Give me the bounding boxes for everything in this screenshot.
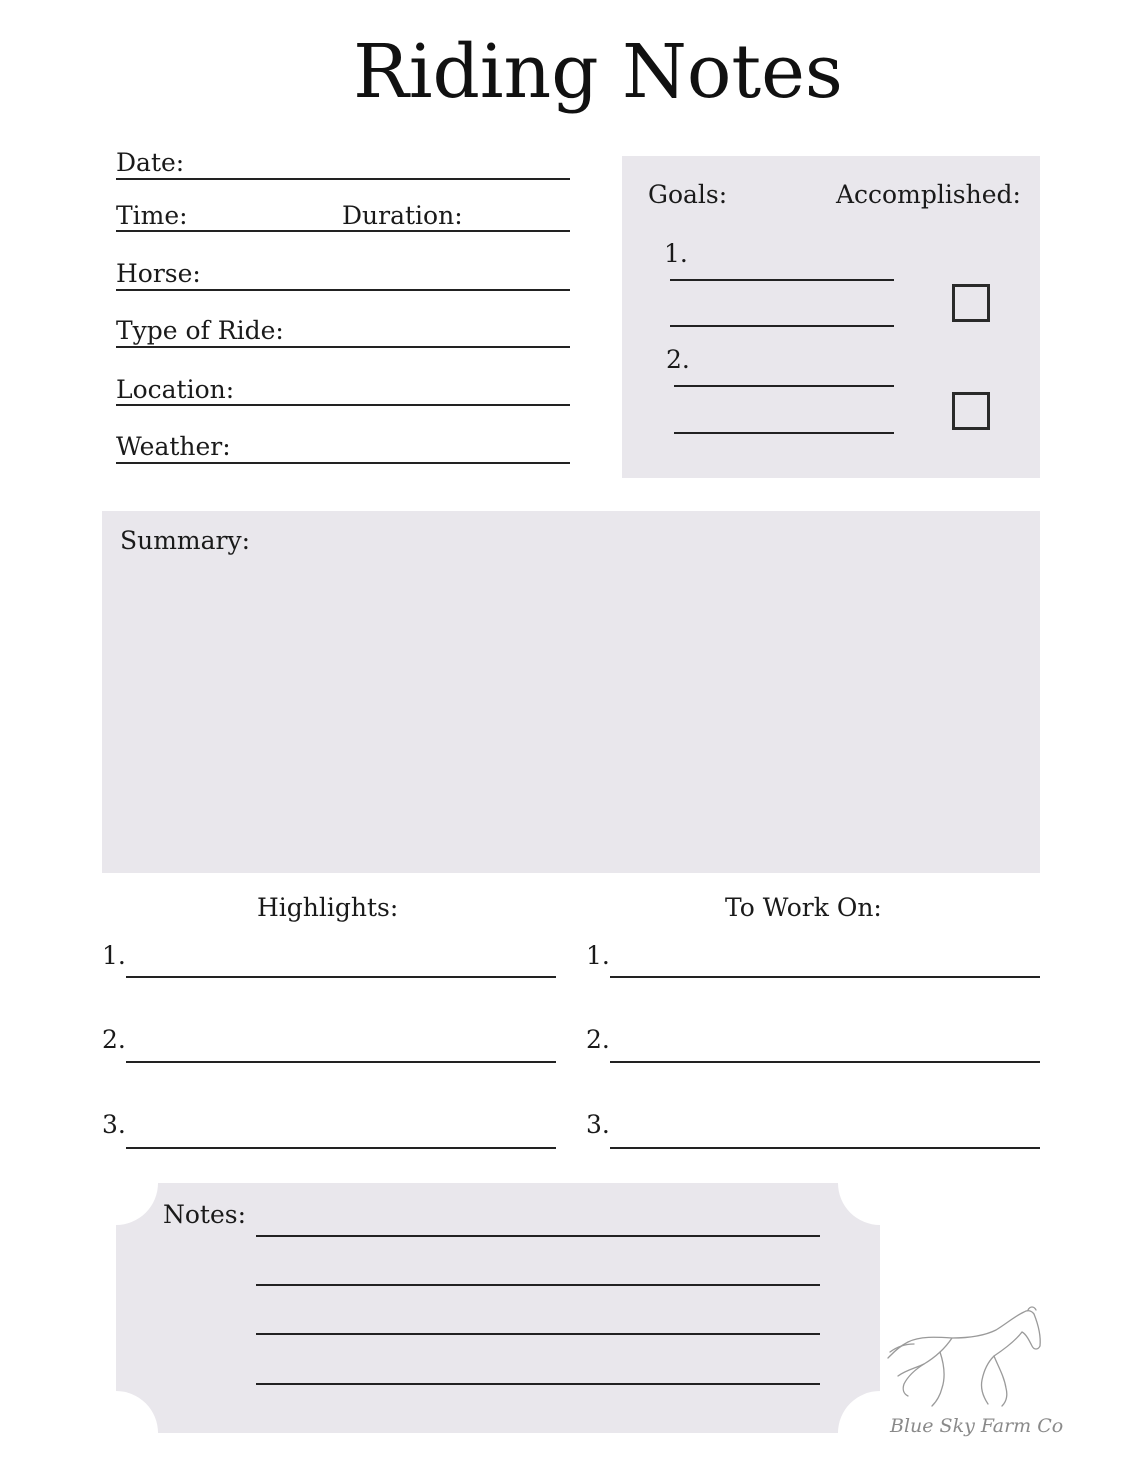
notes-line-2[interactable] xyxy=(256,1284,820,1286)
horse-logo-icon xyxy=(884,1306,1044,1412)
summary-label: Summary: xyxy=(120,526,251,555)
highlight-1-number: 1. xyxy=(102,941,126,970)
type-of-ride-label: Type of Ride: xyxy=(116,316,284,345)
accomplished-heading: Accomplished: xyxy=(836,180,1021,209)
page-title: Riding Notes xyxy=(353,29,843,115)
highlight-2-line[interactable] xyxy=(126,1061,556,1063)
work-2-line[interactable] xyxy=(610,1061,1040,1063)
goal-2-line-2[interactable] xyxy=(674,432,894,434)
date-field[interactable] xyxy=(116,178,570,180)
summary-panel[interactable] xyxy=(102,511,1040,873)
type-of-ride-field[interactable] xyxy=(116,346,570,348)
goals-heading: Goals: xyxy=(648,180,728,209)
weather-field[interactable] xyxy=(116,462,570,464)
goal-1-line-2[interactable] xyxy=(670,325,894,327)
work-1-line[interactable] xyxy=(610,976,1040,978)
notes-label: Notes: xyxy=(163,1200,247,1229)
notes-line-4[interactable] xyxy=(256,1383,820,1385)
highlight-3-line[interactable] xyxy=(126,1147,556,1149)
horse-field[interactable] xyxy=(116,289,570,291)
work-3-number: 3. xyxy=(586,1110,610,1139)
location-field[interactable] xyxy=(116,404,570,406)
notes-line-3[interactable] xyxy=(256,1333,820,1335)
goal-2-checkbox[interactable] xyxy=(952,392,990,430)
highlight-2-number: 2. xyxy=(102,1025,126,1054)
goal-1-line-1[interactable] xyxy=(670,279,894,281)
notes-line-1[interactable] xyxy=(256,1235,820,1237)
location-label: Location: xyxy=(116,375,235,404)
work-3-line[interactable] xyxy=(610,1147,1040,1149)
time-label: Time: xyxy=(116,201,188,230)
goal-2-number: 2. xyxy=(666,345,690,374)
highlights-heading: Highlights: xyxy=(257,893,399,922)
horse-label: Horse: xyxy=(116,259,201,288)
weather-label: Weather: xyxy=(116,432,231,461)
highlight-3-number: 3. xyxy=(102,1110,126,1139)
brand-logo-text: Blue Sky Farm Co xyxy=(890,1415,1064,1437)
work-1-number: 1. xyxy=(586,941,610,970)
date-label: Date: xyxy=(116,148,185,177)
highlight-1-line[interactable] xyxy=(126,976,556,978)
duration-label: Duration: xyxy=(342,201,463,230)
time-duration-field[interactable] xyxy=(116,230,570,232)
goal-1-number: 1. xyxy=(664,239,688,268)
goal-2-line-1[interactable] xyxy=(674,385,894,387)
goal-1-checkbox[interactable] xyxy=(952,284,990,322)
work-2-number: 2. xyxy=(586,1025,610,1054)
to-work-on-heading: To Work On: xyxy=(725,893,882,922)
